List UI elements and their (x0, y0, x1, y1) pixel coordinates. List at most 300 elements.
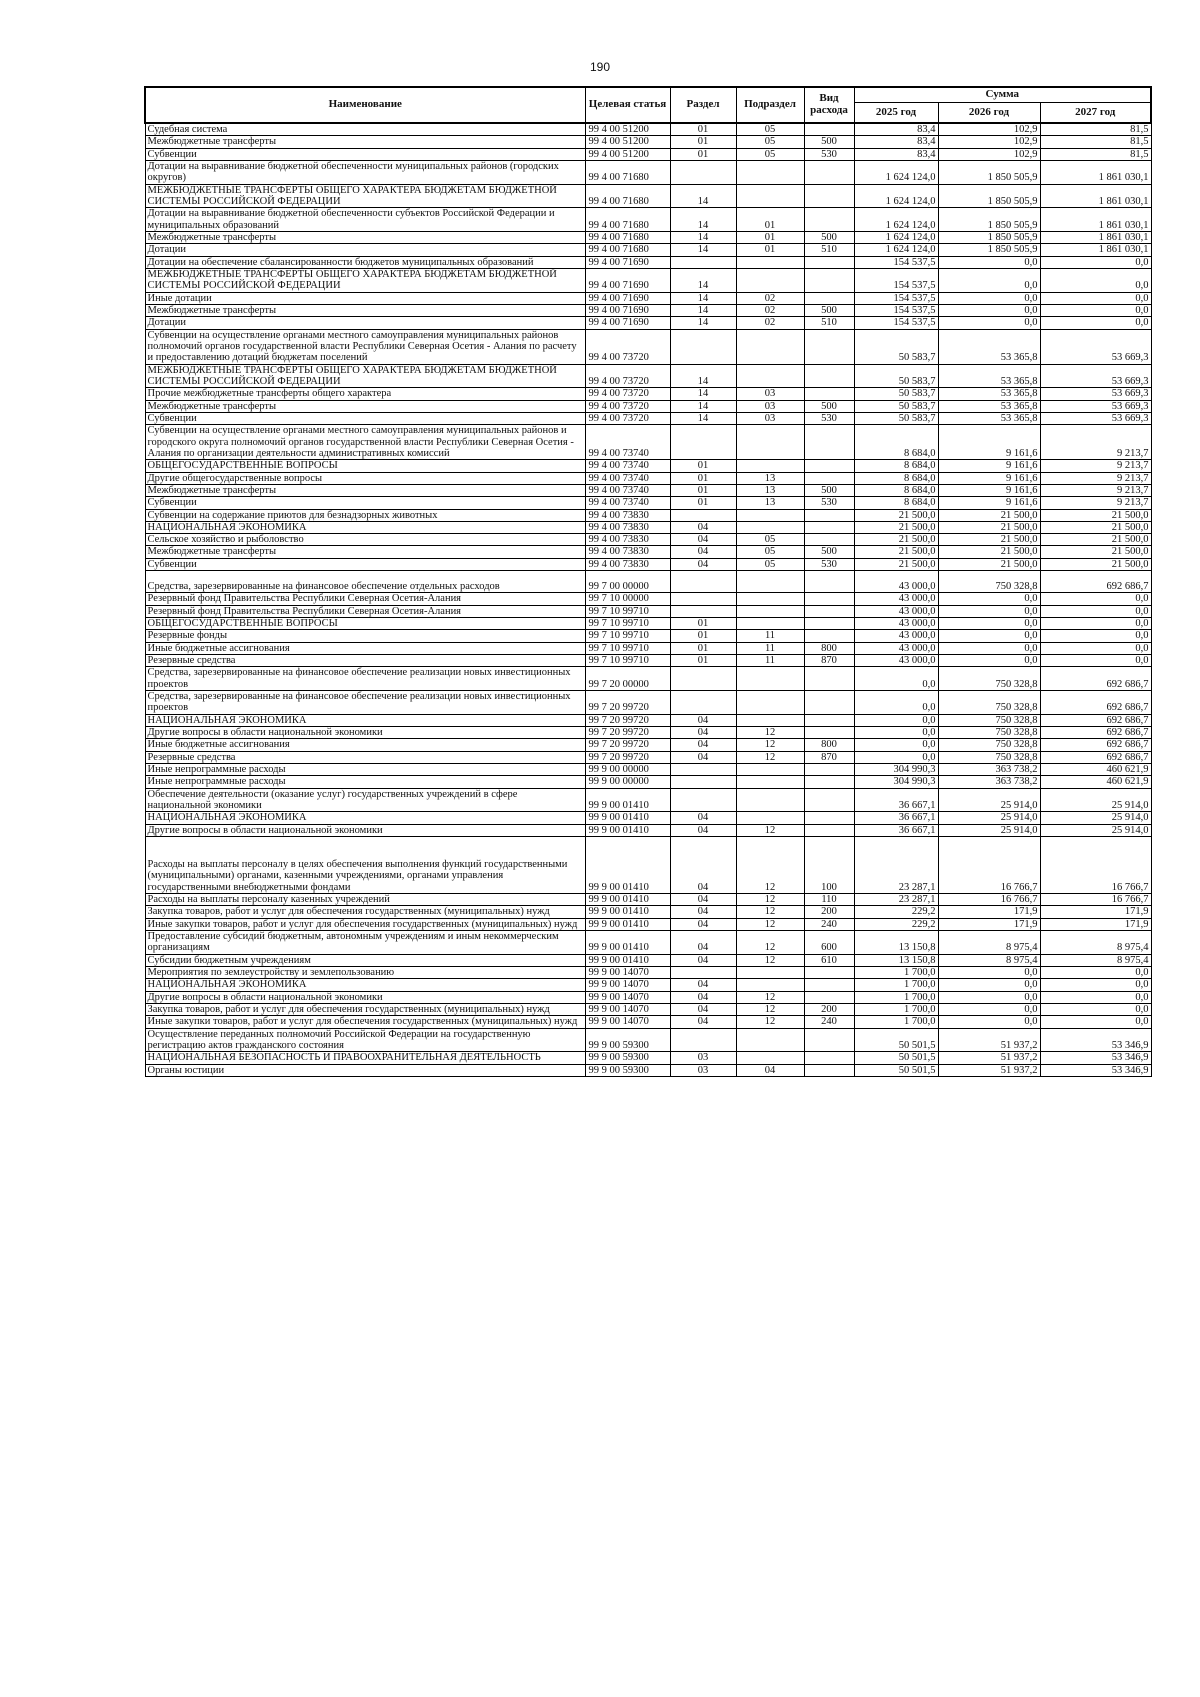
table-row (145, 244, 1151, 256)
subsection-cell (736, 691, 804, 715)
target-article-cell: 99 7 20 00000 (585, 667, 670, 691)
subsection-cell (736, 1052, 804, 1064)
sum-2025-cell: 23 287,1 (854, 837, 938, 894)
table-row (145, 558, 1151, 570)
table-row (145, 123, 1151, 136)
subsection-cell (736, 764, 804, 776)
subsection-cell (736, 1028, 804, 1052)
sum-2027-cell: 0,0 (1040, 966, 1151, 978)
expense-type-cell (804, 1064, 854, 1076)
target-article-cell: 99 4 00 73720 (585, 388, 670, 400)
sum-2027-cell: 0,0 (1040, 256, 1151, 268)
target-article-cell: 99 7 20 99720 (585, 751, 670, 763)
section-cell: 01 (670, 497, 736, 509)
subsection-cell: 03 (736, 412, 804, 424)
sum-2027-cell: 21 500,0 (1040, 509, 1151, 521)
sum-2026-cell: 0,0 (938, 642, 1040, 654)
row-name-cell: Сельское хозяйство и рыболовство (145, 534, 585, 546)
row-name-cell: Дотации (145, 317, 585, 329)
row-name-cell: Субвенции на содержание приютов для безнадзорных животных (145, 509, 585, 521)
section-cell: 04 (670, 727, 736, 739)
row-name-cell: НАЦИОНАЛЬНАЯ БЕЗОПАСНОСТЬ И ПРАВООХРАНИТЕЛЬНАЯ ДЕЯТЕЛЬНОСТЬ (145, 1052, 585, 1064)
target-article-cell: 99 9 00 14070 (585, 966, 670, 978)
target-article-cell: 99 4 00 71680 (585, 184, 670, 208)
expense-type-cell (804, 618, 854, 630)
target-article-cell: 99 9 00 00000 (585, 776, 670, 788)
expense-type-cell (804, 208, 854, 232)
section-cell: 04 (670, 558, 736, 570)
row-name-cell: НАЦИОНАЛЬНАЯ ЭКОНОМИКА (145, 979, 585, 991)
sum-2025-cell: 83,4 (854, 136, 938, 148)
subsection-cell: 05 (736, 123, 804, 136)
sum-2025-cell: 36 667,1 (854, 824, 938, 836)
subsection-cell: 12 (736, 837, 804, 894)
expense-type-cell (804, 256, 854, 268)
header-name: Наименование (145, 87, 585, 123)
sum-2025-cell: 50 501,5 (854, 1028, 938, 1052)
section-cell: 01 (670, 630, 736, 642)
sum-2026-cell: 0,0 (938, 268, 1040, 292)
section-cell (670, 160, 736, 184)
row-name-cell: Межбюджетные трансферты (145, 484, 585, 496)
table-row (145, 918, 1151, 930)
row-name-cell: Иные непрограммные расходы (145, 776, 585, 788)
target-article-cell: 99 4 00 71680 (585, 231, 670, 243)
sum-2025-cell: 1 700,0 (854, 1003, 938, 1015)
table-row (145, 256, 1151, 268)
expense-type-cell (804, 966, 854, 978)
subsection-cell: 01 (736, 231, 804, 243)
sum-2025-cell: 50 501,5 (854, 1052, 938, 1064)
target-article-cell: 99 4 00 51200 (585, 136, 670, 148)
section-cell: 04 (670, 954, 736, 966)
sum-2027-cell: 8 975,4 (1040, 931, 1151, 955)
row-name-cell: Субвенции на осуществление органами местного самоуправления муниципальных районов и городского округа полномочий органов государственной власти Республики Северная Осетия - Алания по организации деятельности административных комиссий (145, 425, 585, 460)
sum-2027-cell: 16 766,7 (1040, 837, 1151, 894)
subsection-cell: 13 (736, 497, 804, 509)
sum-2025-cell: 13 150,8 (854, 931, 938, 955)
sum-2025-cell: 43 000,0 (854, 630, 938, 642)
sum-2027-cell: 8 975,4 (1040, 954, 1151, 966)
row-name-cell: Резервный фонд Правительства Республики Северная Осетия-Алания (145, 605, 585, 617)
target-article-cell: 99 4 00 71690 (585, 292, 670, 304)
sum-2026-cell: 750 328,8 (938, 571, 1040, 593)
sum-2027-cell: 0,0 (1040, 268, 1151, 292)
sum-2027-cell: 53 669,3 (1040, 388, 1151, 400)
expense-type-cell: 510 (804, 317, 854, 329)
target-article-cell: 99 7 00 00000 (585, 571, 670, 593)
sum-2026-cell: 750 328,8 (938, 727, 1040, 739)
expense-type-cell (804, 388, 854, 400)
expense-type-cell: 800 (804, 642, 854, 654)
sum-2026-cell: 8 975,4 (938, 954, 1040, 966)
subsection-cell (736, 979, 804, 991)
expense-type-cell (804, 460, 854, 472)
section-cell (670, 593, 736, 605)
subsection-cell: 01 (736, 208, 804, 232)
sum-2026-cell: 51 937,2 (938, 1028, 1040, 1052)
section-cell: 14 (670, 304, 736, 316)
target-article-cell: 99 4 00 73720 (585, 329, 670, 364)
sum-2027-cell: 16 766,7 (1040, 894, 1151, 906)
table-header (145, 87, 1151, 123)
section-cell: 01 (670, 655, 736, 667)
table-row (145, 991, 1151, 1003)
sum-2025-cell: 1 624 124,0 (854, 208, 938, 232)
section-cell (670, 966, 736, 978)
sum-2025-cell: 21 500,0 (854, 521, 938, 533)
target-article-cell: 99 7 10 99710 (585, 655, 670, 667)
table-row (145, 304, 1151, 316)
sum-2026-cell: 1 850 505,9 (938, 244, 1040, 256)
row-name-cell: Межбюджетные трансферты (145, 136, 585, 148)
sum-2026-cell: 0,0 (938, 1016, 1040, 1028)
sum-2026-cell: 0,0 (938, 630, 1040, 642)
sum-2027-cell: 692 686,7 (1040, 714, 1151, 726)
target-article-cell: 99 9 00 14070 (585, 1016, 670, 1028)
sum-2025-cell: 154 537,5 (854, 292, 938, 304)
table-row (145, 160, 1151, 184)
sum-2027-cell: 171,9 (1040, 918, 1151, 930)
section-cell: 04 (670, 1003, 736, 1015)
row-name-cell: Средства, зарезервированные на финансовое обеспечение отдельных расходов (145, 571, 585, 593)
section-cell: 14 (670, 388, 736, 400)
sum-2025-cell: 1 624 124,0 (854, 160, 938, 184)
sum-2027-cell: 1 861 030,1 (1040, 160, 1151, 184)
table-row (145, 509, 1151, 521)
sum-2026-cell: 16 766,7 (938, 837, 1040, 894)
target-article-cell: 99 7 10 99710 (585, 630, 670, 642)
table-row (145, 425, 1151, 460)
subsection-cell (736, 329, 804, 364)
target-article-cell: 99 4 00 73830 (585, 521, 670, 533)
expense-type-cell: 500 (804, 484, 854, 496)
table-row (145, 388, 1151, 400)
subsection-cell (736, 160, 804, 184)
table-row (145, 148, 1151, 160)
sum-2025-cell: 304 990,3 (854, 776, 938, 788)
table-row (145, 605, 1151, 617)
section-cell: 03 (670, 1064, 736, 1076)
sum-2026-cell: 25 914,0 (938, 788, 1040, 812)
table-row (145, 630, 1151, 642)
header-sum: Сумма (854, 87, 1151, 103)
table-row (145, 593, 1151, 605)
sum-2025-cell: 21 500,0 (854, 509, 938, 521)
sum-2026-cell: 102,9 (938, 148, 1040, 160)
row-name-cell: НАЦИОНАЛЬНАЯ ЭКОНОМИКА (145, 812, 585, 824)
target-article-cell: 99 9 00 01410 (585, 954, 670, 966)
section-cell (670, 329, 736, 364)
table-row (145, 317, 1151, 329)
table-row (145, 714, 1151, 726)
sum-2025-cell: 13 150,8 (854, 954, 938, 966)
sum-2026-cell: 8 975,4 (938, 931, 1040, 955)
sum-2026-cell: 9 161,6 (938, 497, 1040, 509)
sum-2027-cell: 171,9 (1040, 906, 1151, 918)
sum-2026-cell: 363 738,2 (938, 776, 1040, 788)
sum-2025-cell: 50 583,7 (854, 412, 938, 424)
section-cell: 01 (670, 472, 736, 484)
sum-2026-cell: 9 161,6 (938, 460, 1040, 472)
sum-2025-cell: 43 000,0 (854, 571, 938, 593)
sum-2027-cell: 0,0 (1040, 304, 1151, 316)
row-name-cell: Иные бюджетные ассигнования (145, 739, 585, 751)
row-name-cell: Иные закупки товаров, работ и услуг для обеспечения государственных (муниципальных) нужд (145, 918, 585, 930)
expense-type-cell (804, 1052, 854, 1064)
target-article-cell: 99 4 00 51200 (585, 123, 670, 136)
sum-2025-cell: 0,0 (854, 727, 938, 739)
section-cell: 01 (670, 136, 736, 148)
table-row (145, 460, 1151, 472)
sum-2025-cell: 0,0 (854, 667, 938, 691)
expense-type-cell: 100 (804, 837, 854, 894)
sum-2025-cell: 0,0 (854, 739, 938, 751)
sum-2025-cell: 8 684,0 (854, 425, 938, 460)
expense-type-cell: 500 (804, 304, 854, 316)
sum-2027-cell: 53 346,9 (1040, 1064, 1151, 1076)
sum-2026-cell: 21 500,0 (938, 521, 1040, 533)
sum-2026-cell: 1 850 505,9 (938, 160, 1040, 184)
subsection-cell (736, 605, 804, 617)
header-2025: 2025 год (854, 103, 938, 124)
expense-type-cell (804, 979, 854, 991)
target-article-cell: 99 9 00 00000 (585, 764, 670, 776)
subsection-cell: 05 (736, 546, 804, 558)
expense-type-cell (804, 605, 854, 617)
table-row (145, 571, 1151, 593)
sum-2026-cell: 0,0 (938, 655, 1040, 667)
subsection-cell (736, 460, 804, 472)
sum-2026-cell: 750 328,8 (938, 751, 1040, 763)
target-article-cell: 99 9 00 14070 (585, 979, 670, 991)
subsection-cell: 02 (736, 304, 804, 316)
target-article-cell: 99 9 00 01410 (585, 837, 670, 894)
section-cell: 14 (670, 244, 736, 256)
sum-2025-cell: 21 500,0 (854, 558, 938, 570)
sum-2026-cell: 0,0 (938, 605, 1040, 617)
sum-2026-cell: 0,0 (938, 292, 1040, 304)
sum-2026-cell: 53 365,8 (938, 329, 1040, 364)
target-article-cell: 99 9 00 14070 (585, 1003, 670, 1015)
budget-table (144, 86, 1152, 1077)
subsection-cell (736, 776, 804, 788)
sum-2027-cell: 0,0 (1040, 292, 1151, 304)
row-name-cell: Субвенции (145, 497, 585, 509)
section-cell: 14 (670, 292, 736, 304)
sum-2027-cell: 0,0 (1040, 605, 1151, 617)
target-article-cell: 99 9 00 01410 (585, 812, 670, 824)
section-cell: 03 (670, 1052, 736, 1064)
target-article-cell: 99 7 20 99720 (585, 714, 670, 726)
subsection-cell (736, 714, 804, 726)
header-subsection: Подраздел (736, 87, 804, 123)
row-name-cell: Средства, зарезервированные на финансовое обеспечение реализации новых инвестиционных проектов (145, 667, 585, 691)
expense-type-cell (804, 268, 854, 292)
sum-2025-cell: 229,2 (854, 906, 938, 918)
subsection-cell: 12 (736, 1003, 804, 1015)
expense-type-cell: 530 (804, 497, 854, 509)
sum-2025-cell: 43 000,0 (854, 618, 938, 630)
subsection-cell (736, 184, 804, 208)
target-article-cell: 99 9 00 59300 (585, 1028, 670, 1052)
sum-2027-cell: 0,0 (1040, 317, 1151, 329)
table-row (145, 329, 1151, 364)
table-row (145, 642, 1151, 654)
target-article-cell: 99 4 00 73830 (585, 534, 670, 546)
expense-type-cell: 110 (804, 894, 854, 906)
row-name-cell: Судебная система (145, 123, 585, 136)
table-row (145, 1028, 1151, 1052)
table-row (145, 931, 1151, 955)
row-name-cell: Прочие межбюджетные трансферты общего характера (145, 388, 585, 400)
expense-type-cell (804, 727, 854, 739)
subsection-cell: 12 (736, 894, 804, 906)
subsection-cell: 12 (736, 918, 804, 930)
target-article-cell: 99 4 00 73740 (585, 460, 670, 472)
sum-2027-cell: 460 621,9 (1040, 764, 1151, 776)
expense-type-cell: 240 (804, 918, 854, 930)
subsection-cell (736, 618, 804, 630)
table-row (145, 268, 1151, 292)
table-row (145, 788, 1151, 812)
target-article-cell: 99 4 00 73720 (585, 364, 670, 388)
sum-2026-cell: 1 850 505,9 (938, 208, 1040, 232)
sum-2026-cell: 171,9 (938, 918, 1040, 930)
target-article-cell: 99 4 00 71690 (585, 304, 670, 316)
sum-2027-cell: 0,0 (1040, 630, 1151, 642)
subsection-cell (736, 425, 804, 460)
sum-2025-cell: 8 684,0 (854, 484, 938, 496)
sum-2027-cell: 25 914,0 (1040, 824, 1151, 836)
table-row (145, 739, 1151, 751)
sum-2026-cell: 53 365,8 (938, 412, 1040, 424)
row-name-cell: Субвенции (145, 558, 585, 570)
target-article-cell: 99 9 00 14070 (585, 991, 670, 1003)
row-name-cell: МЕЖБЮДЖЕТНЫЕ ТРАНСФЕРТЫ ОБЩЕГО ХАРАКТЕРА БЮДЖЕТАМ БЮДЖЕТНОЙ СИСТЕМЫ РОССИЙСКОЙ ФЕДЕРАЦИИ (145, 268, 585, 292)
sum-2025-cell: 1 700,0 (854, 991, 938, 1003)
table-row (145, 292, 1151, 304)
expense-type-cell: 500 (804, 546, 854, 558)
table-row (145, 618, 1151, 630)
subsection-cell: 12 (736, 931, 804, 955)
sum-2025-cell: 43 000,0 (854, 593, 938, 605)
sum-2025-cell: 1 624 124,0 (854, 184, 938, 208)
subsection-cell: 12 (736, 1016, 804, 1028)
sum-2027-cell: 53 346,9 (1040, 1052, 1151, 1064)
sum-2027-cell: 9 213,7 (1040, 472, 1151, 484)
expense-type-cell: 610 (804, 954, 854, 966)
expense-type-cell (804, 812, 854, 824)
section-cell: 04 (670, 521, 736, 533)
target-article-cell: 99 4 00 73740 (585, 472, 670, 484)
table-row (145, 894, 1151, 906)
section-cell (670, 256, 736, 268)
sum-2026-cell: 1 850 505,9 (938, 231, 1040, 243)
table-row (145, 136, 1151, 148)
sum-2025-cell: 8 684,0 (854, 497, 938, 509)
target-article-cell: 99 9 00 01410 (585, 788, 670, 812)
table-row (145, 667, 1151, 691)
row-name-cell: Органы юстиции (145, 1064, 585, 1076)
sum-2027-cell: 53 669,3 (1040, 329, 1151, 364)
sum-2027-cell: 9 213,7 (1040, 484, 1151, 496)
header-2026: 2026 год (938, 103, 1040, 124)
sum-2027-cell: 1 861 030,1 (1040, 231, 1151, 243)
sum-2025-cell: 43 000,0 (854, 655, 938, 667)
sum-2026-cell: 9 161,6 (938, 484, 1040, 496)
expense-type-cell (804, 714, 854, 726)
table-row (145, 1003, 1151, 1015)
sum-2026-cell: 0,0 (938, 304, 1040, 316)
sum-2026-cell: 363 738,2 (938, 764, 1040, 776)
sum-2025-cell: 304 990,3 (854, 764, 938, 776)
sum-2027-cell: 1 861 030,1 (1040, 184, 1151, 208)
header-target-article: Целевая статья (585, 87, 670, 123)
sum-2025-cell: 21 500,0 (854, 546, 938, 558)
target-article-cell: 99 9 00 01410 (585, 894, 670, 906)
target-article-cell: 99 4 00 71690 (585, 256, 670, 268)
table-row (145, 837, 1151, 894)
row-name-cell: Иные дотации (145, 292, 585, 304)
subsection-cell: 05 (736, 136, 804, 148)
expense-type-cell: 500 (804, 136, 854, 148)
row-name-cell: Резервный фонд Правительства Республики Северная Осетия-Алания (145, 593, 585, 605)
section-cell: 04 (670, 812, 736, 824)
section-cell: 01 (670, 642, 736, 654)
sum-2027-cell: 692 686,7 (1040, 727, 1151, 739)
sum-2027-cell: 9 213,7 (1040, 460, 1151, 472)
subsection-cell (736, 364, 804, 388)
sum-2026-cell: 21 500,0 (938, 509, 1040, 521)
expense-type-cell (804, 521, 854, 533)
subsection-cell: 11 (736, 642, 804, 654)
expense-type-cell (804, 292, 854, 304)
sum-2025-cell: 8 684,0 (854, 460, 938, 472)
table-row (145, 497, 1151, 509)
section-cell: 01 (670, 618, 736, 630)
row-name-cell: МЕЖБЮДЖЕТНЫЕ ТРАНСФЕРТЫ ОБЩЕГО ХАРАКТЕРА БЮДЖЕТАМ БЮДЖЕТНОЙ СИСТЕМЫ РОССИЙСКОЙ ФЕДЕРАЦИИ (145, 364, 585, 388)
sum-2025-cell: 8 684,0 (854, 472, 938, 484)
target-article-cell: 99 4 00 71690 (585, 268, 670, 292)
sum-2026-cell: 21 500,0 (938, 546, 1040, 558)
row-name-cell: Субвенции (145, 412, 585, 424)
subsection-cell: 12 (736, 824, 804, 836)
row-name-cell: Субвенции (145, 148, 585, 160)
subsection-cell: 03 (736, 388, 804, 400)
sum-2026-cell: 25 914,0 (938, 824, 1040, 836)
sum-2027-cell: 692 686,7 (1040, 751, 1151, 763)
row-name-cell: Иные непрограммные расходы (145, 764, 585, 776)
row-name-cell: Предоставление субсидий бюджетным, автономным учреждениям и иным некоммерческим организациям (145, 931, 585, 955)
table-row (145, 764, 1151, 776)
header-expense-type: Вид расхода (804, 87, 854, 123)
row-name-cell: Иные бюджетные ассигнования (145, 642, 585, 654)
section-cell (670, 1028, 736, 1052)
subsection-cell: 12 (736, 739, 804, 751)
row-name-cell: ОБЩЕГОСУДАРСТВЕННЫЕ ВОПРОСЫ (145, 618, 585, 630)
sum-2025-cell: 1 624 124,0 (854, 231, 938, 243)
target-article-cell: 99 7 10 99710 (585, 618, 670, 630)
row-name-cell: Мероприятия по землеустройству и землепользованию (145, 966, 585, 978)
row-name-cell: Дотации на выравнивание бюджетной обеспеченности муниципальных районов (городских округов) (145, 160, 585, 184)
expense-type-cell (804, 776, 854, 788)
section-cell: 04 (670, 739, 736, 751)
row-name-cell: Расходы на выплаты персоналу казенных учреждений (145, 894, 585, 906)
subsection-cell (736, 256, 804, 268)
section-cell: 04 (670, 991, 736, 1003)
section-cell: 14 (670, 231, 736, 243)
